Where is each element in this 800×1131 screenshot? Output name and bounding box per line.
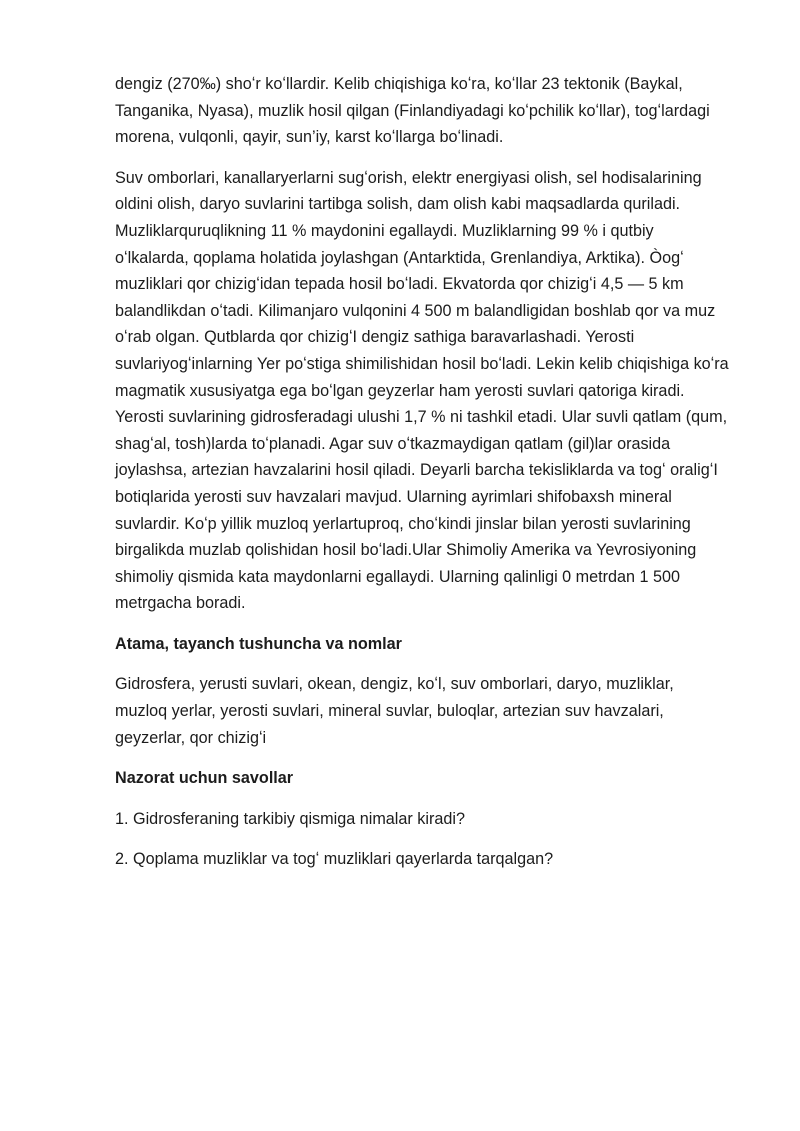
document-page (115, 71, 730, 887)
terms-list: Gidrosfera, yerusti suvlari, okean, dengiz, koʻl, suv omborlari, daryo, muzliklar, muzloq yerlar, yerosti suvlari, mineral suvlar, buloqlar, artezian suv havzalari, geyzerlar, qor chizigʻi (115, 675, 674, 747)
question-item: 2. Qoplama muzliklar va togʻ muzliklari qayerlarda tarqalgan? (115, 850, 554, 869)
paragraph-lakes: dengiz (270‰) shoʻr koʻllardir. Kelib chiqishiga koʻra, koʻllar 23 tektonik (Baykal, Tanganika, Nyasa), muzlik hosil qilgan (Finlandiyadagi koʻpchilik koʻllar), togʻlardagi morena, vulqonli, qayir, sun’iy, karst koʻllarga boʻlinadi. (115, 75, 710, 147)
heading-terms: Atama, tayanch tushuncha va nomlar (115, 634, 402, 653)
heading-questions: Nazorat uchun savollar (115, 769, 294, 788)
question-item: 1. Gidrosferaning tarkibiy qismiga nimalar kiradi? (115, 809, 465, 828)
paragraph-reservoirs-glaciers: Suv omborlari, kanallaryerlarni sugʻorish, elektr energiyasi olish, sel hodisalarining oldini olish, daryo suvlarini tartibga solish, dam olish kabi maqsadlarda quriladi. Muzliklarquruqlikning 11 % maydonini egallaydi. Muzliklarning 99 % i qutbiy oʻlkalarda, qoplama holatida joylashgan (Antarktida, Grenlandiya, Arktika). Òogʻ muzliklari qor chizigʻidan tepada hosil boʻladi. Ekvatorda qor chizigʻi 4,5 — 5 km balandlikdan oʻtadi. Kilimanjaro vulqonini 4 500 m balandligidan boshlab qor va muz oʻrab olgan. Qutblarda qor chizigʻI dengiz sathiga baravarlashadi. Yerosti suvlariyogʻinlarning Yer poʻstiga shimilishidan hosil boʻladi. Lekin kelib chiqishiga koʻra magmatik xususiyatga ega boʻlgan geyzerlar ham yerosti suvlari qatoriga kiradi. Yerosti suvlarining gidrosferadagi ulushi 1,7 % ni tashkil etadi. Ular suvli qatlam (qum, shagʻal, tosh)larda toʻplanadi. Agar suv oʻtkazmaydigan qatlam (gil)lar orasida joylashsa, artezian havzalarini hosil qiladi. Deyarli barcha tekisliklarda va togʻ oraligʻI botiqlarida yerosti suv havzalari mavjud. Ularning ayrimlari shifobaxsh mineral suvlardir. Koʻp yillik muzloq yerlartuproq, choʻkindi jinslar bilan yerosti suvlarining birgalikda muzlab qolishidan hosil boʻladi.Ular Shimoliy Amerika va Yevrosiyoning shimoliy qismida kata maydonlarni egallaydi. Ularning qalinligi 0 metrdan 1 500 metrgacha boradi. (115, 168, 729, 613)
